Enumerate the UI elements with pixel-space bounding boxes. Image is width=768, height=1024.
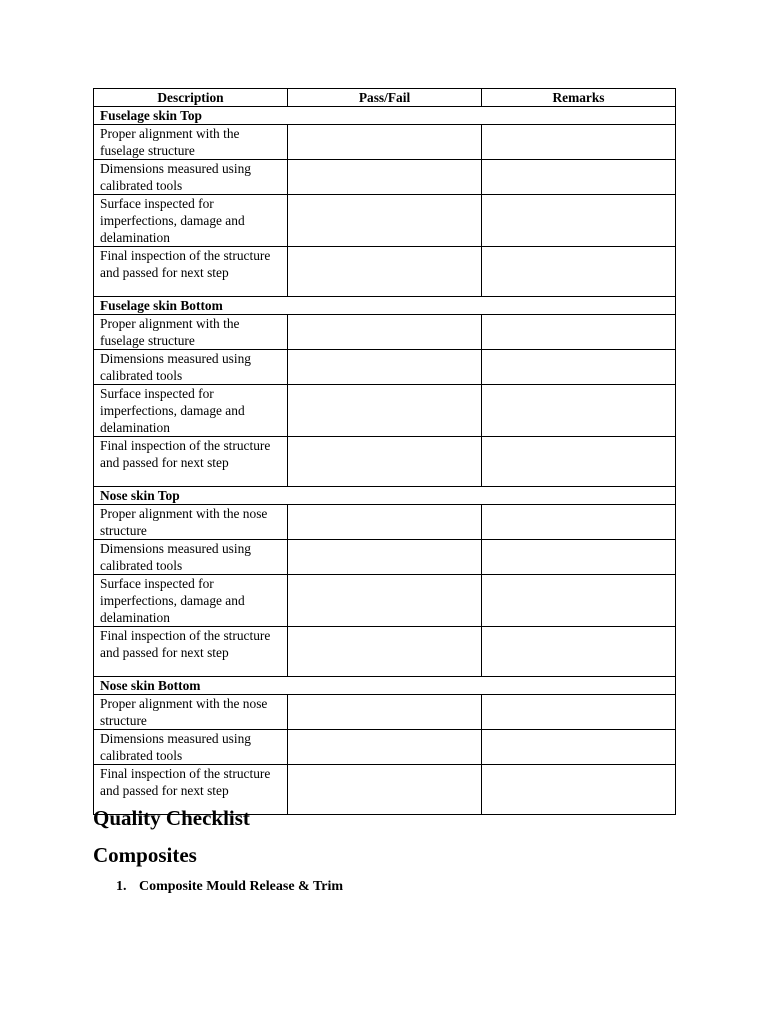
header-remarks: Remarks — [482, 89, 676, 107]
description-cell: Dimensions measured using calibrated tools — [94, 160, 288, 195]
description-cell: Proper alignment with the nose structure — [94, 505, 288, 540]
description-cell: Final inspection of the structure and passed for next step — [94, 247, 288, 297]
remarks-cell — [482, 315, 676, 350]
pass-fail-cell — [288, 627, 482, 677]
pass-fail-cell — [288, 385, 482, 437]
section-row — [94, 107, 676, 125]
table-row — [94, 540, 676, 575]
remarks-cell — [482, 505, 676, 540]
pass-fail-cell — [288, 540, 482, 575]
pass-fail-cell — [288, 247, 482, 297]
table-row — [94, 125, 676, 160]
remarks-cell — [482, 160, 676, 195]
remarks-cell — [482, 437, 676, 487]
table-row — [94, 730, 676, 765]
list-item-number: 1. — [116, 879, 127, 894]
description-cell: Dimensions measured using calibrated tools — [94, 540, 288, 575]
section-title: Nose skin Bottom — [94, 677, 676, 695]
pass-fail-cell — [288, 125, 482, 160]
header-row — [94, 89, 676, 107]
description-cell: Final inspection of the structure and passed for next step — [94, 765, 288, 815]
page-title: Quality Checklist — [93, 806, 250, 830]
section-row — [94, 487, 676, 505]
table-row — [94, 505, 676, 540]
table-row — [94, 385, 676, 437]
remarks-cell — [482, 247, 676, 297]
description-cell: Proper alignment with the fuselage structure — [94, 315, 288, 350]
remarks-cell — [482, 195, 676, 247]
numbered-list-item — [116, 878, 343, 896]
section-row — [94, 297, 676, 315]
pass-fail-cell — [288, 315, 482, 350]
description-cell: Proper alignment with the fuselage structure — [94, 125, 288, 160]
table-row — [94, 247, 676, 297]
table-row — [94, 350, 676, 385]
pass-fail-cell — [288, 160, 482, 195]
remarks-cell — [482, 385, 676, 437]
description-cell: Final inspection of the structure and passed for next step — [94, 437, 288, 487]
section-title: Nose skin Top — [94, 487, 676, 505]
section-title: Fuselage skin Top — [94, 107, 676, 125]
description-cell: Surface inspected for imperfections, damage and delamination — [94, 385, 288, 437]
table-row — [94, 575, 676, 627]
remarks-cell — [482, 575, 676, 627]
description-cell: Proper alignment with the nose structure — [94, 695, 288, 730]
description-cell: Surface inspected for imperfections, damage and delamination — [94, 575, 288, 627]
list-item-text: Composite Mould Release & Trim — [139, 879, 344, 894]
pass-fail-cell — [288, 575, 482, 627]
header-description: Description — [94, 89, 288, 107]
pass-fail-cell — [288, 695, 482, 730]
remarks-cell — [482, 125, 676, 160]
quality-checklist-table — [93, 88, 676, 815]
remarks-cell — [482, 730, 676, 765]
description-cell: Dimensions measured using calibrated tools — [94, 350, 288, 385]
table-row — [94, 437, 676, 487]
table-row — [94, 695, 676, 730]
description-cell: Dimensions measured using calibrated tools — [94, 730, 288, 765]
table-row — [94, 195, 676, 247]
table-row — [94, 627, 676, 677]
section-title: Fuselage skin Bottom — [94, 297, 676, 315]
section-row — [94, 677, 676, 695]
remarks-cell — [482, 540, 676, 575]
header-pass-fail: Pass/Fail — [288, 89, 482, 107]
pass-fail-cell — [288, 350, 482, 385]
pass-fail-cell — [288, 730, 482, 765]
pass-fail-cell — [288, 505, 482, 540]
remarks-cell — [482, 695, 676, 730]
pass-fail-cell — [288, 765, 482, 815]
description-cell: Surface inspected for imperfections, damage and delamination — [94, 195, 288, 247]
description-cell: Final inspection of the structure and passed for next step — [94, 627, 288, 677]
pass-fail-cell — [288, 195, 482, 247]
section-heading: Composites — [93, 843, 197, 867]
pass-fail-cell — [288, 437, 482, 487]
table-row — [94, 315, 676, 350]
remarks-cell — [482, 627, 676, 677]
remarks-cell — [482, 350, 676, 385]
remarks-cell — [482, 765, 676, 815]
table-row — [94, 160, 676, 195]
table-header — [94, 89, 676, 107]
table-body — [94, 107, 676, 815]
